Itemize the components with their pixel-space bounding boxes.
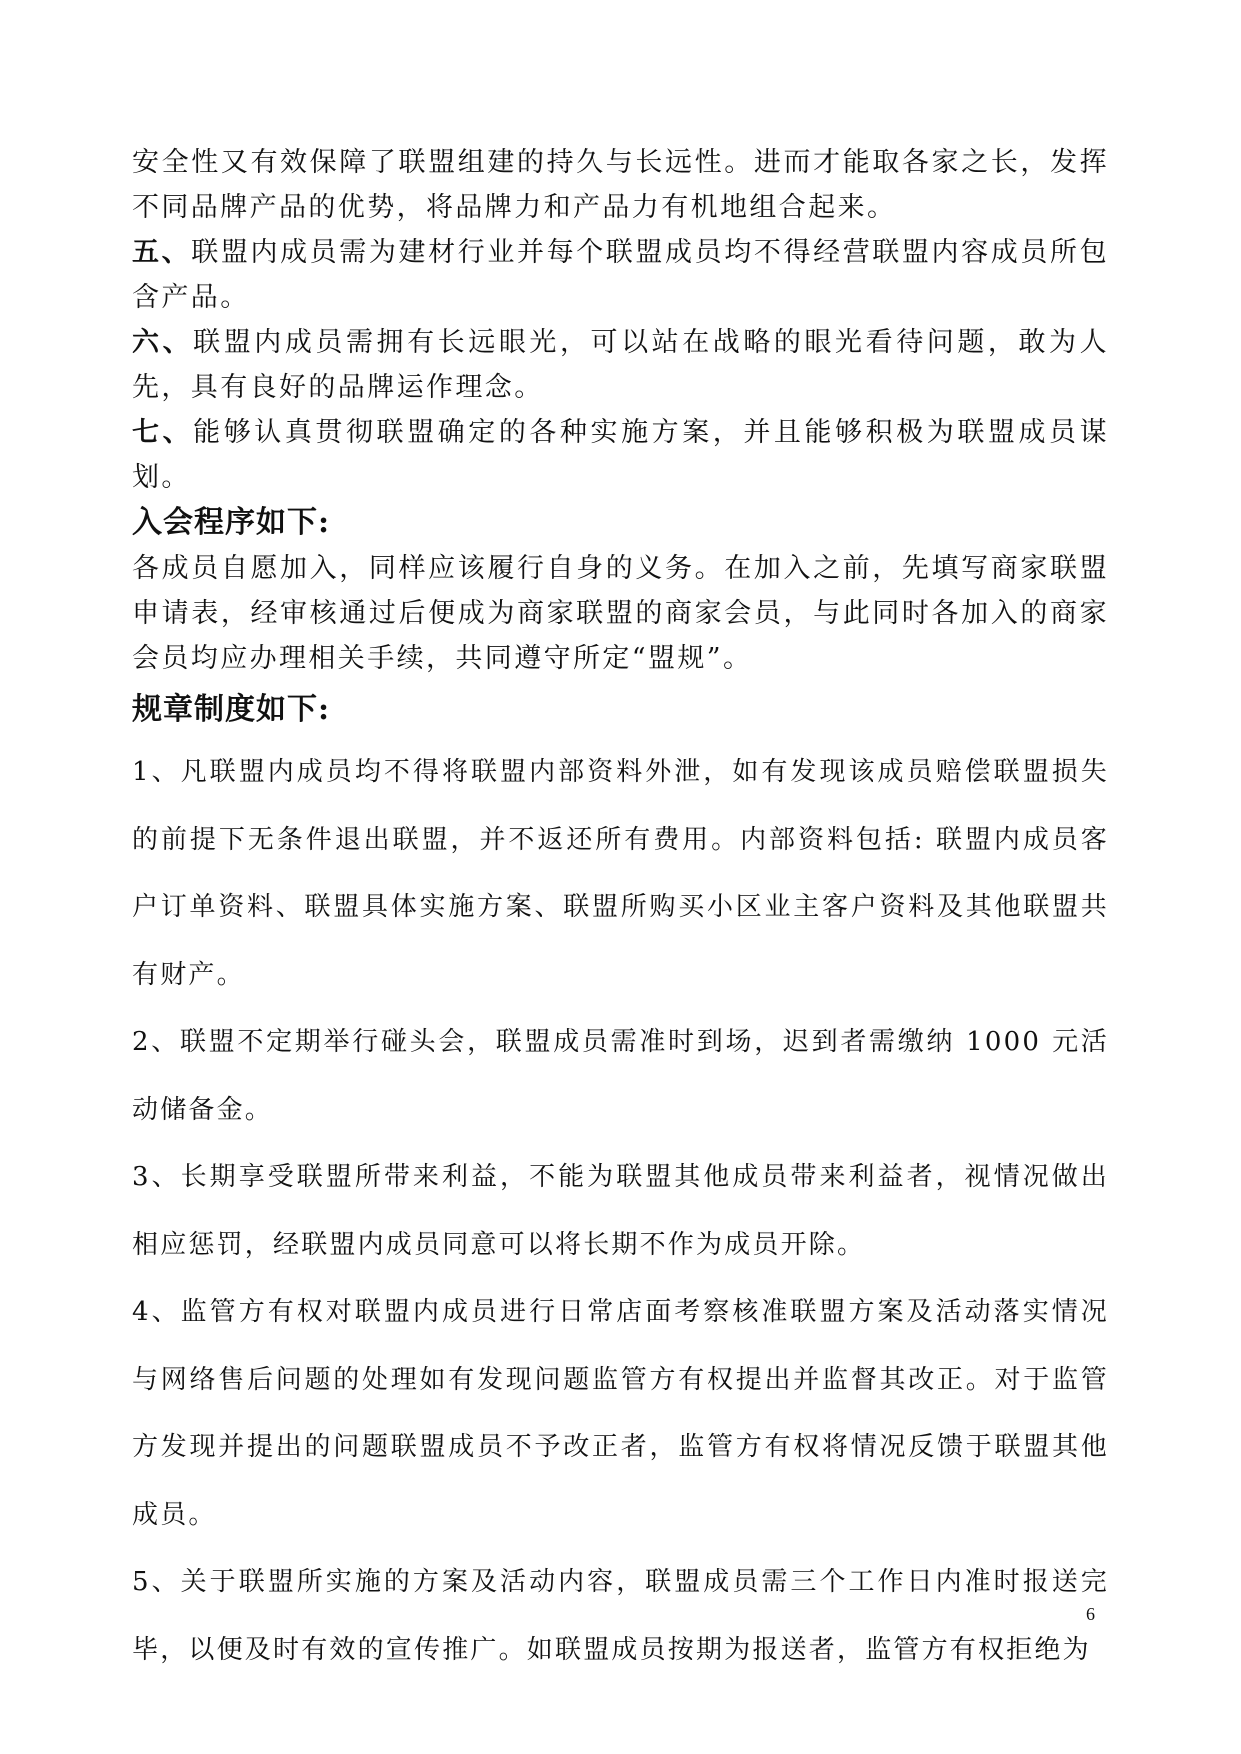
page-number: 6 — [1086, 1604, 1095, 1624]
rule-item-4: 4、监管方有权对联盟内成员进行日常店面考察核准联盟方案及活动落实情况与网络售后问题的处理如有发现问题监管方有权提出并监督其改正。对于监管方发现并提出的问题联盟成员不予改正者，监管方有权将情况反馈于联盟其他成员。 — [132, 1297, 1109, 1530]
rule-item-1: 1、凡联盟内成员均不得将联盟内部资料外泄，如有发现该成员赔偿联盟损失的前提下无条件退出联盟，并不返还所有费用。内部资料包括: 联盟内成员客户订单资料、联盟具体实施方案、联盟所购买小区业主客户资料及其他联盟共有财产。 — [132, 757, 1109, 990]
intro-paragraph: 安全性又有效保障了联盟组建的持久与长远性。进而才能取各家之长，发挥不同品牌产品的优势，将品牌力和产品力有机地组合起来。 — [132, 147, 1109, 223]
condition-text: 联盟内成员需为建材行业并每个联盟成员均不得经营联盟内容成员所包含产品。 — [132, 237, 1109, 313]
procedure-heading: 入会程序如下: — [132, 505, 331, 540]
condition-number: 六、 — [132, 327, 194, 358]
rule-item-2: 2、联盟不定期举行碰头会，联盟成员需准时到场，迟到者需缴纳 1000 元活动储备金。 — [132, 1027, 1109, 1125]
condition-number: 七、 — [132, 417, 194, 448]
condition-number: 五、 — [132, 237, 192, 268]
document-body — [132, 140, 1109, 1684]
rule-item-5: 5、关于联盟所实施的方案及活动内容，联盟成员需三个工作日内准时报送完毕，以便及时有效的宣传推广。如联盟成员按期为报送者，监管方有权拒绝为 — [132, 1567, 1109, 1665]
condition-text: 联盟内成员需拥有长远眼光，可以站在战略的眼光看待问题，敢为人先，具有良好的品牌运作理念。 — [132, 327, 1109, 403]
rules-heading: 规章制度如下: — [132, 692, 331, 727]
condition-item-5 — [132, 230, 1109, 320]
condition-text: 能够认真贯彻联盟确定的各种实施方案，并且能够积极为联盟成员谋划。 — [132, 417, 1109, 493]
procedure-paragraph: 各成员自愿加入，同样应该履行自身的义务。在加入之前，先填写商家联盟申请表，经审核通过后便成为商家联盟的商家会员，与此同时各加入的商家会员均应办理相关手续，共同遵守所定“盟规”。 — [132, 553, 1109, 674]
rule-item-3: 3、长期享受联盟所带来利益，不能为联盟其他成员带来利益者，视情况做出相应惩罚，经联盟内成员同意可以将长期不作为成员开除。 — [132, 1162, 1109, 1260]
condition-item-6 — [132, 320, 1109, 410]
condition-item-7 — [132, 410, 1109, 500]
